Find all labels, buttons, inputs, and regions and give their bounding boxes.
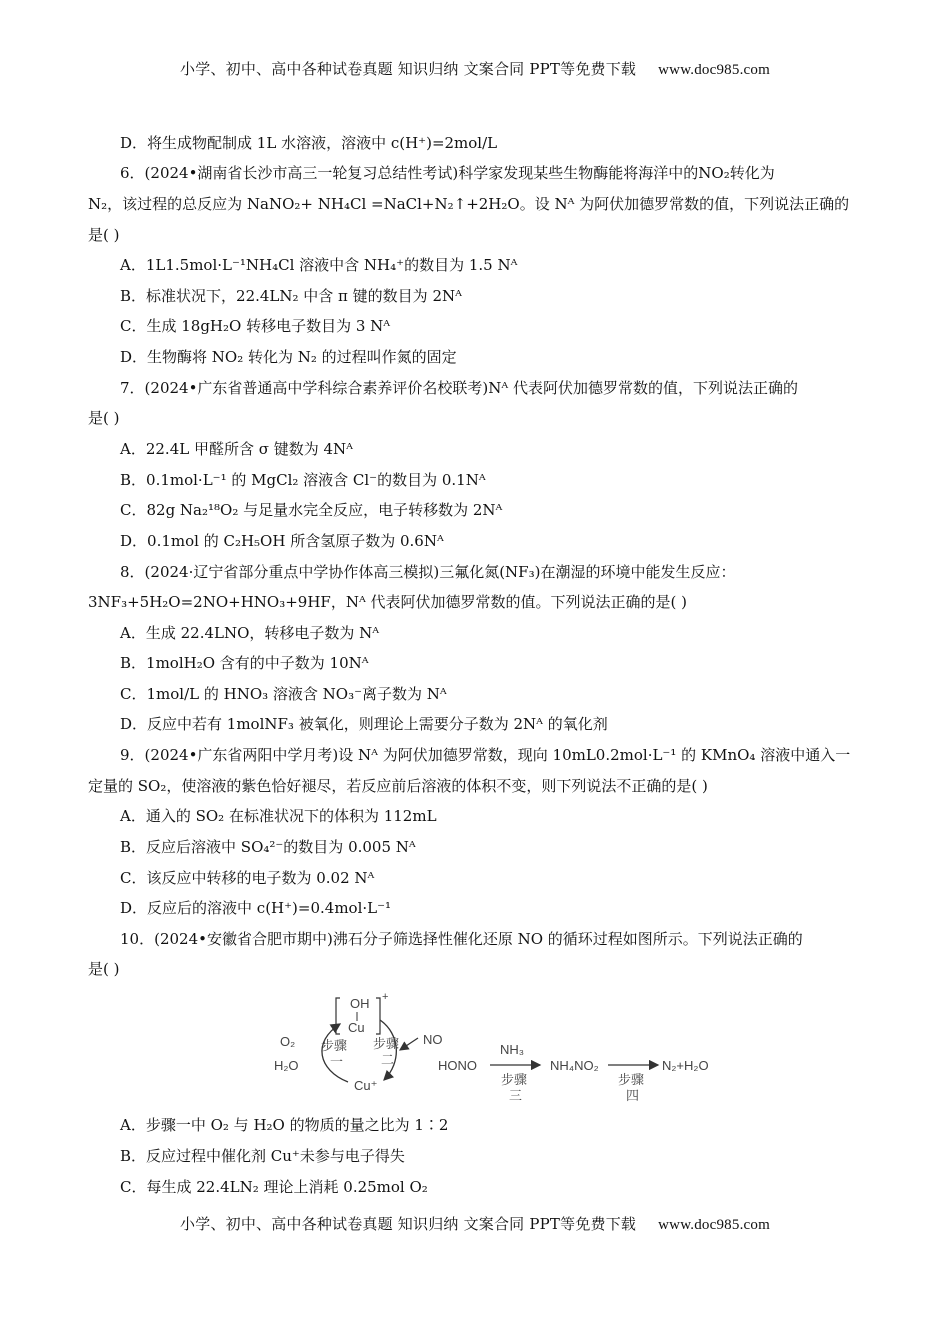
q6-stem-line2: N₂，该过程的总反应为 NaNO₂+ NH₄Cl =NaCl+N₂↑+2H₂O。设 Nᴬ 为阿伏加德罗常数的值，下列说法正确的 [88, 195, 850, 213]
q8-stem-line2: 3NF₃+5H₂O=2NO+HNO₃+9HF，Nᴬ 代表阿伏加德罗常数的值。下列说法正确的是( ) [88, 593, 687, 611]
q10-stem-line1: 10．(2024•安徽省合肥市期中)沸石分子筛选择性催化还原 NO 的循环过程如图所示。下列说法正确的 [120, 930, 803, 948]
q6-option-b: B．标准状况下，22.4LN₂ 中含 π 键的数目为 2Nᴬ [120, 287, 462, 305]
q6-option-c: C．生成 18gH₂O 转移电子数目为 3 Nᴬ [120, 317, 391, 335]
footer-url[interactable]: www.doc985.com [658, 1217, 770, 1233]
q8-option-a: A．生成 22.4LNO，转移电子数为 Nᴬ [120, 624, 380, 642]
step2-number: 二 [381, 1052, 395, 1067]
q8-stem-line1: 8．(2024·辽宁省部分重点中学协作体高三模拟)三氟化氮(NF₃)在潮湿的环境中能发生反应： [120, 563, 736, 581]
q7-option-c: C．82g Na₂¹⁸O₂ 与足量水完全反应，电子转移数为 2Nᴬ [120, 501, 503, 519]
q10-stem-line2: 是( ) [88, 960, 120, 978]
q10-option-b: B．反应过程中催化剂 Cu⁺未参与电子得失 [120, 1147, 405, 1165]
q8-option-c: C．1mol/L 的 HNO₃ 溶液含 NO₃⁻离子数为 Nᴬ [120, 685, 447, 703]
complex-oh: OH [350, 996, 370, 1011]
no-label: NO [423, 1032, 443, 1047]
q9-option-c: C．该反应中转移的电子数为 0.02 Nᴬ [120, 869, 375, 887]
q8-option-b: B．1molH₂O 含有的中子数为 10Nᴬ [120, 654, 369, 672]
q7-stem-line1: 7．(2024•广东省普通高中学科综合素养评价名校联考)Nᴬ 代表阿伏加德罗常数的值，下列说法正确的 [120, 379, 798, 397]
complex-charge: + [382, 991, 389, 1003]
step2-label: 步骤 [373, 1036, 400, 1051]
q9-option-d: D．反应后的溶液中 c(H⁺)=0.4mol·L⁻¹ [120, 899, 392, 917]
q9-stem-line2: 定量的 SO₂，使溶液的紫色恰好褪尽，若反应前后溶液的体积不变，则下列说法不正确的是( ) [88, 777, 708, 795]
page-header [0, 58, 950, 79]
hono-label: HONO [438, 1058, 477, 1073]
step1-number: 一 [330, 1054, 344, 1069]
header-text: 小学、初中、高中各种试卷真题 知识归纳 文案合同 PPT等免费下载 [180, 60, 637, 78]
step4-label: 步骤 [618, 1072, 645, 1087]
q6-stem-line1: 6．(2024•湖南省长沙市高三一轮复习总结性考试)科学家发现某些生物酶能将海洋中的NO₂转化为 [120, 164, 775, 182]
step3-number: 三 [509, 1088, 523, 1103]
step4-number: 四 [626, 1088, 640, 1103]
cu-plus-label: Cu⁺ [354, 1078, 378, 1093]
q7-option-d: D．0.1mol 的 C₂H₅OH 所含氢原子数为 0.6Nᴬ [120, 532, 444, 550]
q5-option-d: D．将生成物配制成 1L 水溶液，溶液中 c(H⁺)=2mol/L [120, 134, 498, 152]
h2o-label: H₂O [274, 1058, 299, 1073]
q9-stem-line1: 9．(2024•广东省两阳中学月考)设 Nᴬ 为阿伏加德罗常数，现向 10mL0.2mol·L⁻¹ 的 KMnO₄ 溶液中通入一 [120, 746, 851, 764]
q6-option-d: D．生物酶将 NO₂ 转化为 N₂ 的过程叫作氮的固定 [120, 348, 457, 366]
q7-option-a: A．22.4L 甲醛所含 σ 键数为 4Nᴬ [120, 440, 353, 458]
step3-label: 步骤 [501, 1072, 528, 1087]
o2-label: O₂ [280, 1034, 296, 1049]
q6-option-a: A．1L1.5mol·L⁻¹NH₄Cl 溶液中含 NH₄⁺的数目为 1.5 Nᴬ [120, 256, 518, 274]
nh4no2-label: NH₄NO₂ [550, 1058, 599, 1073]
footer-text: 小学、初中、高中各种试卷真题 知识归纳 文案合同 PPT等免费下载 [180, 1215, 637, 1233]
q8-option-d: D．反应中若有 1molNF₃ 被氧化，则理论上需要分子数为 2Nᴬ 的氧化剂 [120, 715, 608, 733]
page-footer [0, 1213, 950, 1234]
header-url[interactable]: www.doc985.com [658, 62, 770, 78]
catalytic-cycle-diagram [268, 990, 728, 1108]
q9-option-b: B．反应后溶液中 SO₄²⁻的数目为 0.005 Nᴬ [120, 838, 416, 856]
q10-option-c: C．每生成 22.4LN₂ 理论上消耗 0.25mol O₂ [120, 1178, 428, 1196]
q7-option-b: B．0.1mol·L⁻¹ 的 MgCl₂ 溶液含 Cl⁻的数目为 0.1Nᴬ [120, 471, 486, 489]
q10-option-a: A．步骤一中 O₂ 与 H₂O 的物质的量之比为 1∶2 [120, 1116, 449, 1134]
product-label: N₂+H₂O [662, 1058, 709, 1073]
q9-option-a: A．通入的 SO₂ 在标准状况下的体积为 112mL [120, 807, 437, 825]
complex-cu: Cu [348, 1020, 365, 1035]
step1-label: 步骤 [321, 1038, 348, 1053]
q7-stem-line2: 是( ) [88, 409, 120, 427]
q6-stem-line3: 是( ) [88, 226, 120, 244]
nh3-label: NH₃ [500, 1042, 525, 1057]
